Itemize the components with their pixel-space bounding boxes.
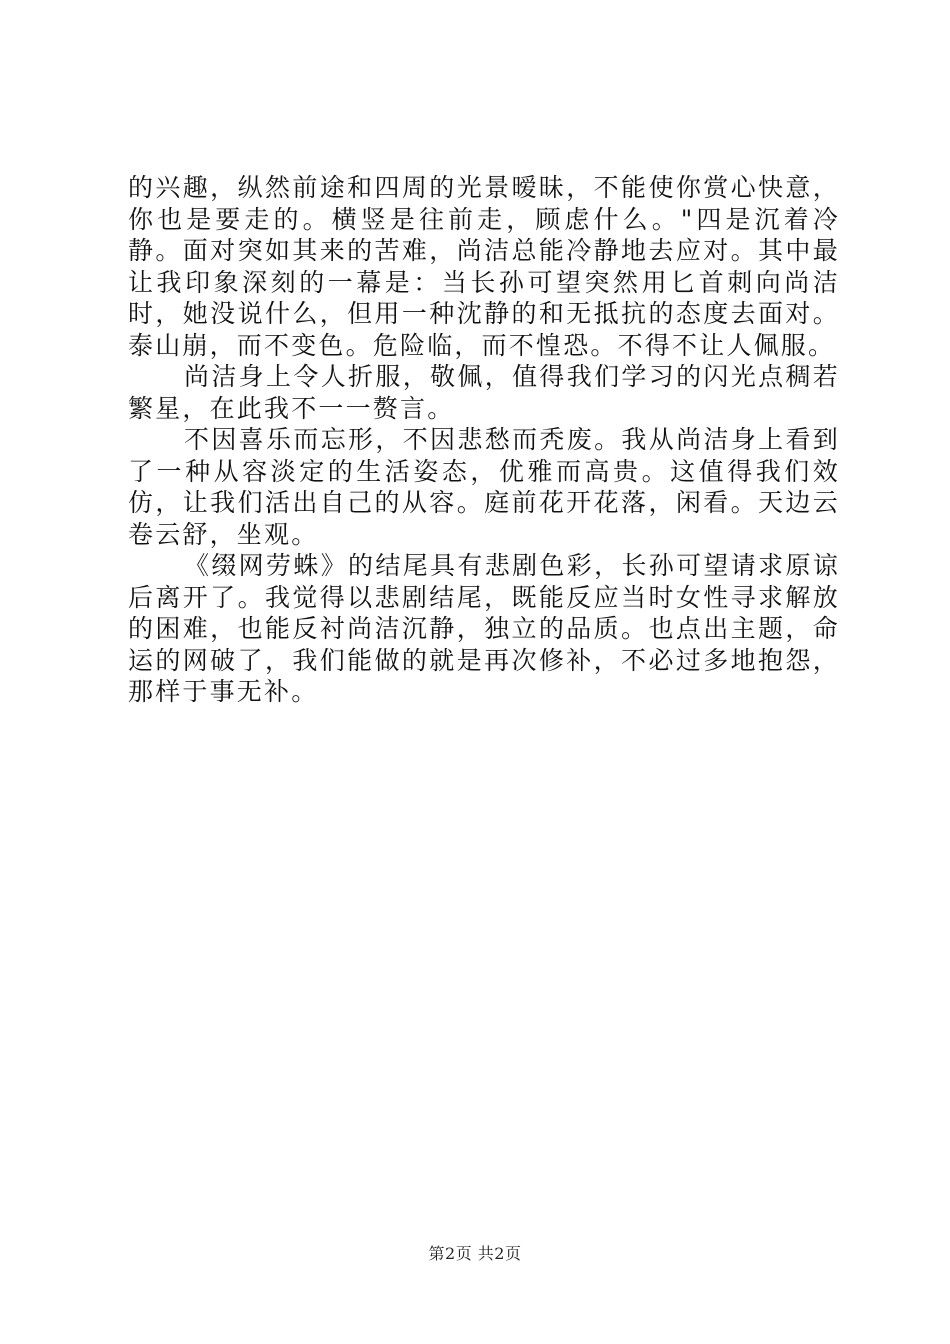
body-text bbox=[128, 172, 840, 708]
paragraph: 尚洁身上令人折服，敬佩，值得我们学习的闪光点稠若繁星，在此我不一一赘言。 bbox=[128, 362, 840, 423]
page-footer: 第2页 共2页 bbox=[428, 1244, 522, 1263]
paragraph: 《缀网劳蛛》的结尾具有悲剧色彩，长孙可望请求原谅后离开了。我觉得以悲剧结尾，既能反应当时女性寻求解放的困难，也能反衬尚洁沉静，独立的品质。也点出主题，命运的网破了，我们能做的就是再次修补，不必过多地抱怨，那样于事无补。 bbox=[128, 551, 840, 706]
paragraph-continuation: 的兴趣，纵然前途和四周的光景暧昧，不能使你赏心快意，你也是要走的。横竖是往前走，顾虑什么。"四是沉着冷静。面对突如其来的苦难，尚洁总能冷静地去应对。其中最让我印象深刻的一幕是：当长孙可望突然用匕首刺向尚洁时，她没说什么，但用一种沈静的和无抵抗的态度去面对。泰山崩，而不变色。危险临，而不惶恐。不得不让人佩服。 bbox=[128, 173, 840, 360]
paragraph: 不因喜乐而忘形，不因悲愁而秃废。我从尚洁身上看到了一种从容淡定的生活姿态，优雅而高贵。这值得我们效仿，让我们活出自己的从容。庭前花开花落，闲看。天边云卷云舒，坐观。 bbox=[128, 425, 840, 549]
